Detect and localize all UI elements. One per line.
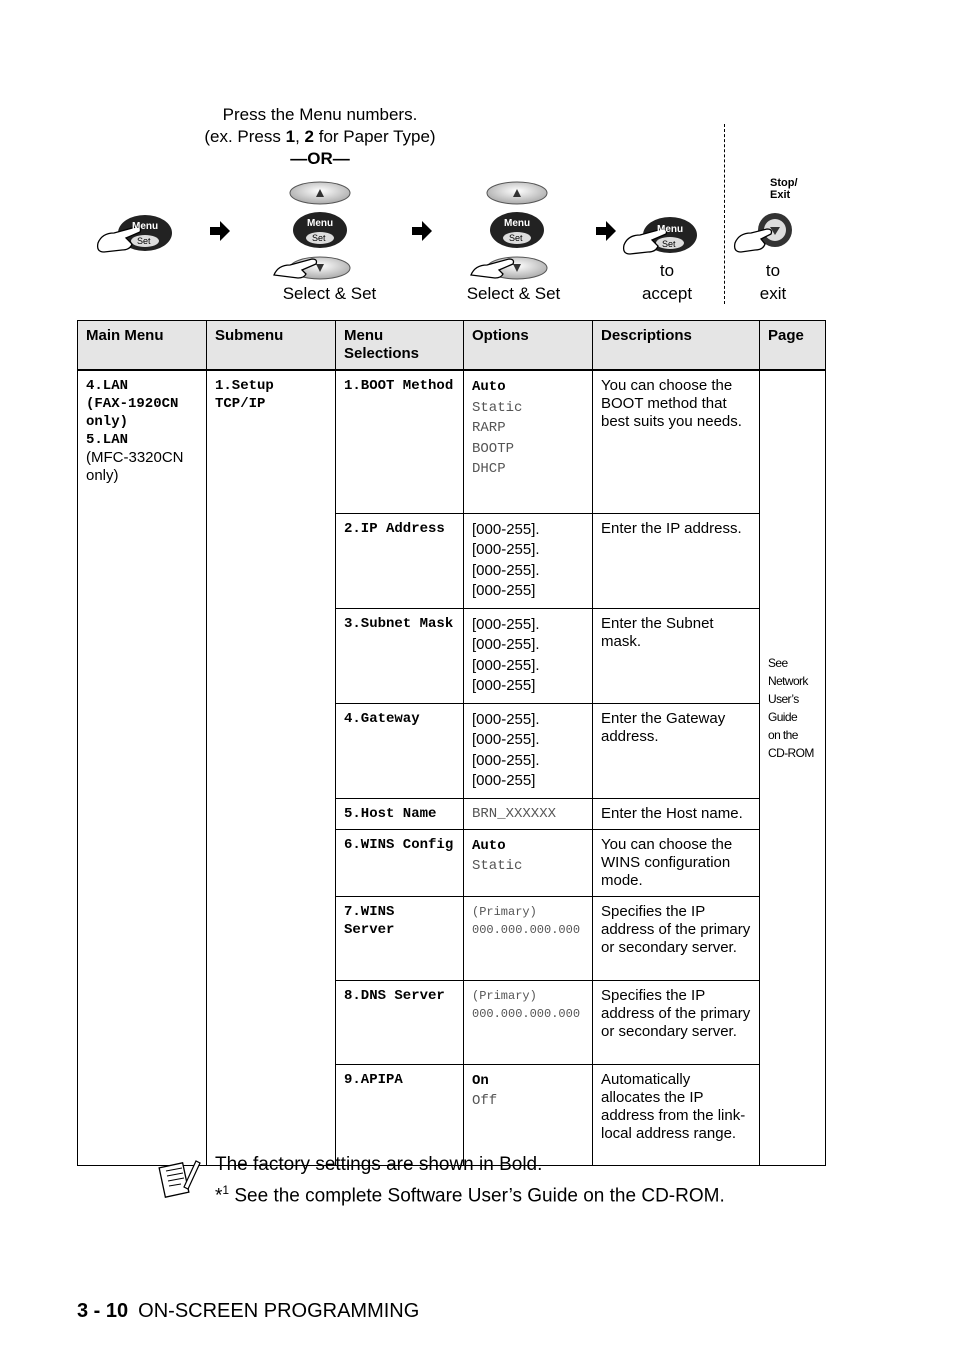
select-set-label: Select & Set [282, 284, 377, 303]
header-page: Page [760, 321, 826, 371]
to-accept-label: to accept [641, 261, 693, 303]
page-number: 3 - 10 [77, 1300, 129, 1322]
description-cell: Enter the Subnet mask. [593, 608, 760, 703]
menu-key-label: Menu [504, 218, 531, 229]
description-cell: Enter the IP address. [593, 513, 760, 608]
description-cell: Automatically allocates the IP address from the link-local address range. [593, 1064, 760, 1165]
right-arrow-icon [596, 221, 616, 241]
menu-selection-cell: 1.BOOT Method [336, 370, 464, 513]
instruction-line2: (ex. Press 1, 2 for Paper Type) [204, 127, 436, 146]
menu-selection-cell: 7.WINS Server [336, 896, 464, 980]
key-sequence-diagram [90, 175, 820, 285]
description-cell: Enter the Gateway address. [593, 703, 760, 798]
select-set-label: Select & Set [466, 284, 561, 303]
submenu-cell: 1.Setup TCP/IP [207, 370, 336, 1165]
set-key-label: Set [312, 233, 326, 243]
menu-selection-cell: 5.Host Name [336, 798, 464, 829]
or-text: —OR— [290, 149, 350, 168]
menu-key-label: Menu [657, 224, 684, 235]
header-main-menu: Main Menu [78, 321, 207, 371]
options-cell: Auto Static RARP BOOTP DHCP [464, 370, 593, 513]
header-menu-selections: Menu Selections [336, 321, 464, 371]
options-cell: BRN_XXXXXX [464, 798, 593, 829]
options-cell: [000-255]. [000-255]. [000-255]. [000-255] [464, 608, 593, 703]
instruction-block [160, 104, 480, 170]
menu-table [77, 320, 826, 1166]
dashed-divider [724, 124, 725, 304]
header-options: Options [464, 321, 593, 371]
menu-selection-cell: 8.DNS Server [336, 980, 464, 1064]
menu-selection-cell: 4.Gateway [336, 703, 464, 798]
instruction-line1: Press the Menu numbers. [222, 105, 418, 124]
table-header-row [78, 321, 826, 371]
menu-selection-cell: 9.APIPA [336, 1064, 464, 1165]
main-menu-cell: 4.LAN (FAX-1920CN only) 5.LAN (MFC-3320CN only) [78, 370, 207, 1165]
header-descriptions: Descriptions [593, 321, 760, 371]
page-note-cell: See Network User’s Guide on the CD-ROM [760, 370, 826, 1165]
stop-exit-label: Stop/ Exit [770, 177, 798, 201]
options-cell: (Primary) 000.000.000.000 [464, 980, 593, 1064]
header-submenu: Submenu [207, 321, 336, 371]
description-cell: You can choose the WINS configuration mode. [593, 829, 760, 896]
software-guide-note: *$^1$ See the complete Software User’s Guide on the CD-ROM. [215, 1183, 725, 1207]
page-footer [77, 1300, 419, 1323]
description-cell: Enter the Host name. [593, 798, 760, 829]
menu-key-label: Menu [132, 221, 159, 232]
menu-selection-cell: 6.WINS Config [336, 829, 464, 896]
factory-settings-note: The factory settings are shown in Bold. [215, 1154, 543, 1175]
menu-selection-cell: 3.Subnet Mask [336, 608, 464, 703]
note-pad-icon [158, 1157, 202, 1199]
options-cell: [000-255]. [000-255]. [000-255]. [000-255] [464, 703, 593, 798]
options-cell: [000-255]. [000-255]. [000-255]. [000-255] [464, 513, 593, 608]
table-row [78, 370, 826, 513]
options-cell: Auto Static [464, 829, 593, 896]
up-arrow-key-icon [487, 182, 547, 204]
section-title: ON-SCREEN PROGRAMMING [138, 1300, 420, 1322]
menu-selection-cell: 2.IP Address [336, 513, 464, 608]
description-cell: Specifies the IP address of the primary or secondary server. [593, 896, 760, 980]
up-arrow-key-icon [290, 182, 350, 204]
right-arrow-icon [412, 221, 432, 241]
set-key-label: Set [662, 239, 676, 249]
to-exit-label: to exit [759, 261, 787, 303]
options-cell: On Off [464, 1064, 593, 1165]
description-cell: You can choose the BOOT method that best suits you needs. [593, 370, 760, 513]
set-key-label: Set [509, 233, 523, 243]
options-cell: (Primary) 000.000.000.000 [464, 896, 593, 980]
description-cell: Specifies the IP address of the primary or secondary server. [593, 980, 760, 1064]
menu-key-label: Menu [307, 218, 334, 229]
right-arrow-icon [210, 221, 230, 241]
set-key-label: Set [137, 236, 151, 246]
